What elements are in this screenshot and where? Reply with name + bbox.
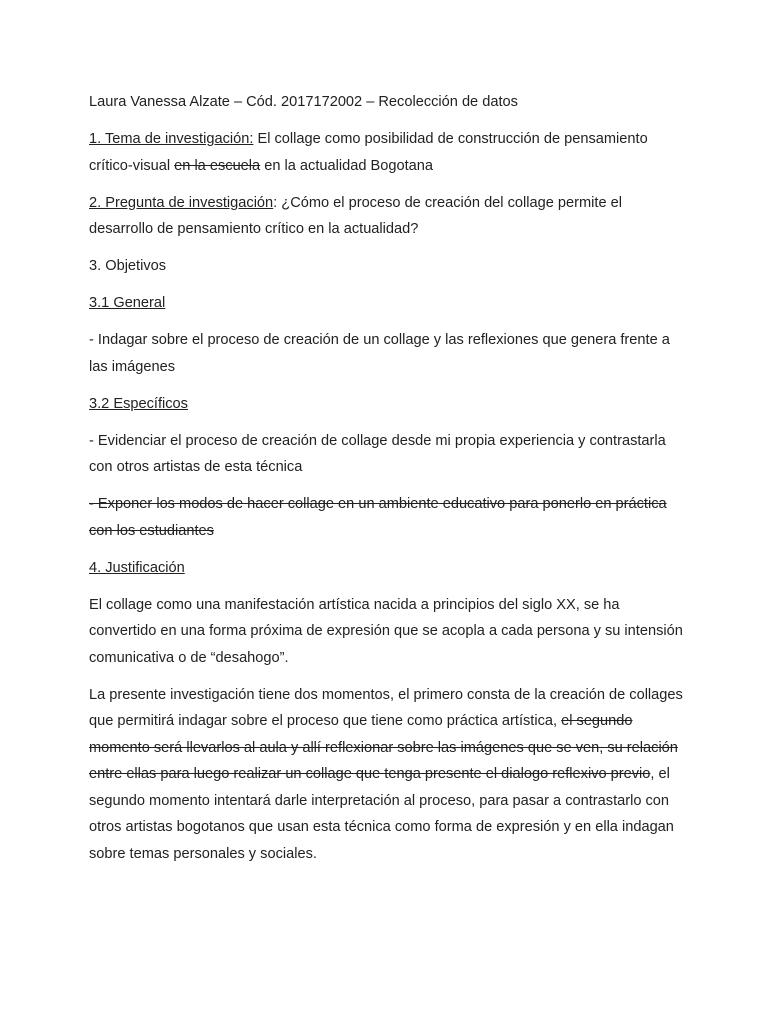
general-text: - Indagar sobre el proceso de creación de un collage y las reflexiones que genera frente a las imágenes (89, 332, 670, 375)
pregunta-text: : ¿Cómo el proceso de creación del collage permite el desarrollo de pensamiento crítico en la actualidad? (89, 194, 622, 237)
tema-paragraph (89, 126, 689, 179)
tema-text-b: en la actualidad Bogotana (260, 157, 434, 174)
justificacion-paragraph-1 (89, 592, 689, 672)
especifico-1-paragraph (89, 428, 689, 481)
general-heading-text: 3.1 General (89, 295, 166, 311)
objetivos-heading (89, 253, 689, 280)
especificos-heading (89, 391, 689, 418)
tema-struck-text: en la escuela (174, 157, 261, 174)
document-page (89, 89, 689, 878)
general-heading (89, 290, 689, 317)
pregunta-paragraph (89, 190, 689, 243)
justificacion-text-2a: La presente investigación tiene dos momentos, el primero consta de la creación de collages que permitirá indagar sobre el proceso que tiene como práctica artística, (89, 686, 683, 729)
document-header (89, 89, 689, 116)
justificacion-struck-text: el segundo momento será llevarlos al aula y allí reflexionar sobre las imágenes que se ven, su relación entre ellas para luego realizar un collage que tenga presente el dialogo reflexivo previo (89, 713, 678, 782)
justificacion-heading-text: 4. Justificación (89, 559, 185, 576)
tema-label: 1. Tema de investigación: (89, 131, 254, 147)
especifico-2-paragraph (89, 491, 689, 544)
especificos-heading-text: 3.2 Específicos (89, 395, 188, 412)
objetivos-heading-text: 3. Objetivos (89, 258, 167, 274)
general-paragraph (89, 327, 689, 380)
justificacion-text-1: El collage como una manifestación artística nacida a principios del siglo XX, se ha convertido en una forma próxima de expresión que se acopla a cada persona y su intensión comunicativa o de “desahogo”. (89, 596, 683, 666)
justificacion-text-2b: , el segundo momento intentará darle interpretación al proceso, para pasar a contrastarlo con otros artistas bogotanos que usan esta técnica como forma de expresión y en ella indagan sobre temas personales y sociales. (89, 766, 674, 862)
justificacion-paragraph-2 (89, 682, 689, 868)
especifico-2-struck-text: - Exponer los modos de hacer collage en un ambiente educativo para ponerlo en práctica con los estudiantes (89, 496, 667, 539)
pregunta-label: 2. Pregunta de investigación (89, 194, 274, 211)
justificacion-heading (89, 555, 689, 582)
header-text: Laura Vanessa Alzate – Cód. 2017172002 – Recolección de datos (89, 94, 518, 110)
especifico-1-text: - Evidenciar el proceso de creación de collage desde mi propia experiencia y contrastarla con otros artistas de esta técnica (89, 432, 666, 475)
tema-text-a: El collage como posibilidad de construcción de pensamiento crítico-visual (89, 131, 648, 174)
